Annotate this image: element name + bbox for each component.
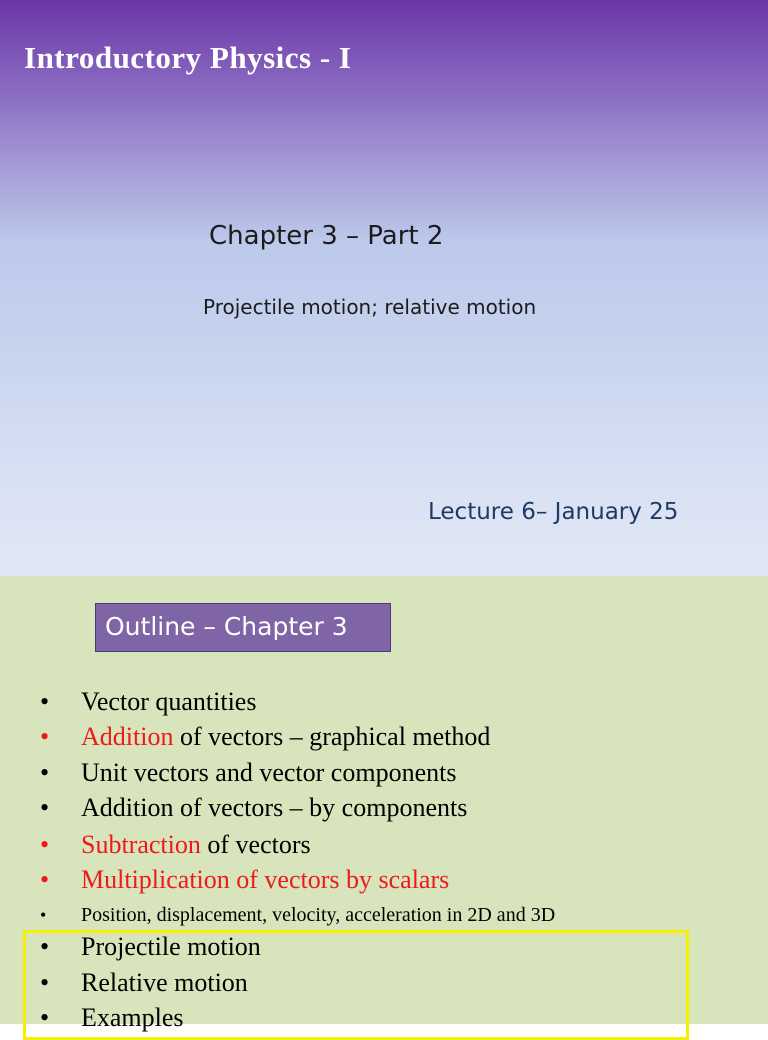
bullet-icon: • (40, 865, 50, 894)
course-title: Introductory Physics - I (24, 40, 352, 75)
bullet-icon: • (40, 932, 50, 961)
lecture-date: Lecture 6– January 25 (428, 499, 679, 525)
bullet-icon: • (40, 687, 50, 716)
bullet-icon: • (40, 905, 47, 925)
chapter-heading: Chapter 3 – Part 2 (209, 221, 444, 251)
bullet-icon: • (40, 722, 50, 751)
outline-title: Outline – Chapter 3 (105, 612, 348, 641)
bullet-icon: • (40, 793, 50, 822)
bullet-icon: • (40, 968, 50, 997)
chapter-subtitle: Projectile motion; relative motion (203, 295, 537, 319)
bullet-icon: • (40, 758, 50, 787)
bullet-icon: • (40, 1003, 50, 1032)
bullet-icon: • (40, 830, 50, 859)
outline-title-box (95, 603, 391, 652)
outline-slide: Outline – Chapter 3 • Vector quantities • Addition of vectors – graphical method • Unit vectors and vector components • Addition of vectors – by components • Subtraction of vectors • Multiplication of vectors by scalars • Position, displacement, velocity, acceleration in 2D and 3D • Projectile motion • Relative motion • Examples (0, 576, 768, 1024)
